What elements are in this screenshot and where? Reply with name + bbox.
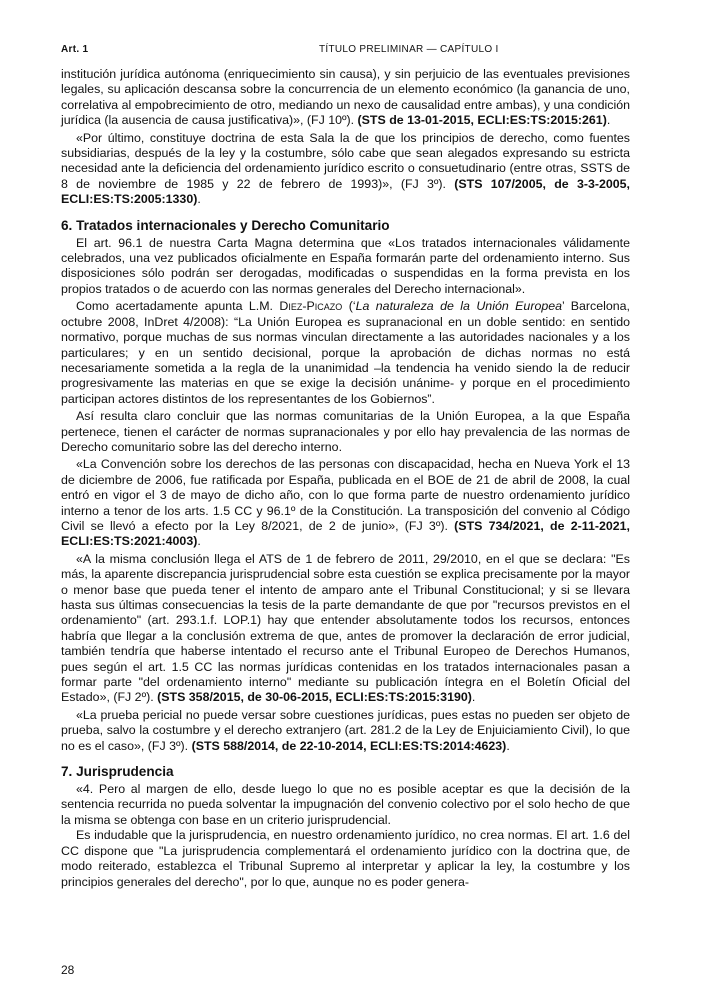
work-title: La naturaleza de la Unión Europea	[355, 299, 563, 314]
citation: (STS 588/2014, de 22-10-2014, ECLI:ES:TS:2014:4623)	[191, 738, 507, 753]
punctuation: .	[197, 534, 201, 549]
paragraph	[61, 409, 630, 455]
running-header	[61, 44, 630, 58]
chapter-label: TÍTULO PRELIMINAR — CAPÍTULO I	[319, 44, 499, 55]
punctuation: .	[197, 192, 201, 207]
paragraph	[61, 828, 630, 890]
paragraph-text: «A la misma conclusión llega el ATS de 1 de febrero de 2011, 29/2010, en el que se declara: "Es más, la aparente discrepancia jurisprudencial sobre esta cuestión se explica precisamente por la mayor o menor base que pueda tener el intento de amparo ante el Tribunal Constitucional; y si se llevara hasta sus últimas consecuencias la tesis de la parte demandante de que por "recursos previstos en el ordenamiento" (art. 293.1.f. LOP.1) hay que entender absolutamente todos los recursos, entonces habría que llegar a la conclusión extrema de que, antes de promover la declaración de error judicial, también tendría que haberse intentado el recurso ante el Tribunal Europeo de Derechos Humanos, pues según el art. 1.5 CC las normas jurídicas contenidas en los tratados internacionales pasan a formar parte "del ordenamiento interno" mediante su publicación íntegra en el Boletín Oficial del Estado», (FJ 2º).	[61, 551, 630, 705]
citation: (STS 107/2005, de 3-3-2005, ECLI:ES:TS:2005:1330)	[61, 176, 630, 207]
paragraph	[61, 782, 630, 828]
citation: (STS de 13-01-2015, ECLI:ES:TS:2015:261)	[357, 113, 607, 128]
paragraph-text: Es indudable que la jurisprudencia, en nuestro ordenamiento jurídico, no crea normas. El art. 1.6 del CC dispone que "La jurisprudencia complementará el ordenamiento jurídico con la doctrina que, de modo reiterado, establezca el Tribunal Supremo al interpretar y aplicar la ley, la costumbre y los principios generales del derecho", por lo que, aunque no es poder genera-	[61, 828, 630, 889]
page-number: 28	[61, 963, 75, 977]
paragraph-text: ’ Barcelona, octubre 2008, InDret 4/2008): “La Unión Europea es supranacional en un doble sentido: en sentido normativo, porque muchas de sus normas vinculan directamente a las autoridades nacionales y a los particulares; y en un sentido decisional, porque la aprobación de dichas normas no está necesariamente sometida a la regla de la unanimidad –la tendencia ha venido siendo la de reducir progresivamente las materias en que se exige la decisión unánime- y porque en el procedimiento participan actores distintos de los representantes de los Gobiernos”.	[61, 299, 630, 406]
paragraph-text: Como acertadamente apunta L.M.	[76, 299, 280, 314]
punctuation: .	[471, 690, 476, 705]
paragraph-text: El art. 96.1 de nuestra Carta Magna determina que «Los tratados internacionales válidamente celebrados, una vez publicados oficialmente en España formarán parte del ordenamiento interno. Sus disposiciones sólo podrán ser derogadas, modificadas o suspendidas en la forma prevista en los propios tratados o de acuerdo con las normas generales del Derecho internacional».	[61, 235, 630, 296]
paragraph-text: «4. Pero al margen de ello, desde luego lo que no es posible aceptar es que la decisión de la sentencia recurrida no pueda solventar la impugnación del convenio colectivo por el solo hecho de que la misma se obtenga con base en un criterio jurisprudencial.	[61, 782, 630, 827]
punctuation: .	[506, 738, 510, 753]
paragraph	[61, 552, 630, 706]
paragraph-text: institución jurídica autónoma (enriquecimiento sin causa), y sin perjuicio de las eventuales previsiones legales, su aplicación descansa sobre la concurrencia de un elemento económico (la ganancia de uno, correlativa al empobrecimiento de otro, mediando un nexo de causalidad entre ambas), y una condición jurídica (la ausencia de causa justificativa)», (FJ 10º).	[61, 67, 630, 128]
paragraph-text: «La prueba pericial no puede versar sobre cuestiones jurídicas, pues estas no pueden ser objeto de prueba, salvo la costumbre y el derecho extranjero (art. 281.2 de la Ley de Enjuiciamiento Civil), lo que no es el caso», (FJ 3º).	[61, 707, 630, 753]
paragraph-text: (‘	[342, 299, 356, 314]
section-heading-7: 7. Jurisprudencia	[61, 764, 174, 780]
author-name: Diez-Picazo	[279, 299, 343, 314]
punctuation: .	[606, 113, 611, 128]
section-heading-6: 6. Tratados internacionales y Derecho Comunitario	[61, 217, 390, 233]
paragraph	[61, 708, 630, 754]
paragraph-text: Así resulta claro concluir que las normas comunitarias de la Unión Europea, a la que España pertenece, tienen el carácter de normas supranacionales y por ello hay prevalencia de las normas de Derecho comunitario sobre las del derecho interno.	[61, 409, 630, 454]
paragraph	[61, 67, 630, 129]
article-label: Art. 1	[61, 44, 89, 55]
paragraph	[61, 236, 630, 298]
paragraph	[61, 299, 630, 407]
citation: (STS 734/2021, de 2-11-2021, ECLI:ES:TS:2021:4003)	[61, 518, 630, 549]
paragraph-text: «Por último, constituye doctrina de esta Sala la de que los principios de derecho, como fuentes subsidiarias, después de la ley y la costumbre, sólo cabe que sean alegados expresando su estricta necesidad ante la deficiencia del ordenamiento jurídico escrito o consuetudinario (entre otras, SSTS de 8 de noviembre de 1985 y 22 de febrero de 1993)», (FJ 3º).	[61, 130, 630, 191]
citation: (STS 358/2015, de 30-06-2015, ECLI:ES:TS:2015:3190)	[157, 690, 472, 705]
paragraph-text: «La Convención sobre los derechos de las personas con discapacidad, hecha en Nueva York el 13 de diciembre de 2006, fue ratificada por España, publicada en el BOE de 21 de abril de 2008, la cual entró en vigor el 3 de mayo de dicho año, con lo que forma parte de nuestro ordenamiento jurídico interno a tenor de los arts. 1.5 CC y 96.1º de la Constitución. La transposición del convenio al Código Civil se llevó a efecto por la Ley 8/2021, de 2 de junio», (FJ 3º).	[61, 457, 630, 533]
paragraph	[61, 131, 630, 208]
paragraph	[61, 457, 630, 549]
body-text	[61, 67, 630, 890]
